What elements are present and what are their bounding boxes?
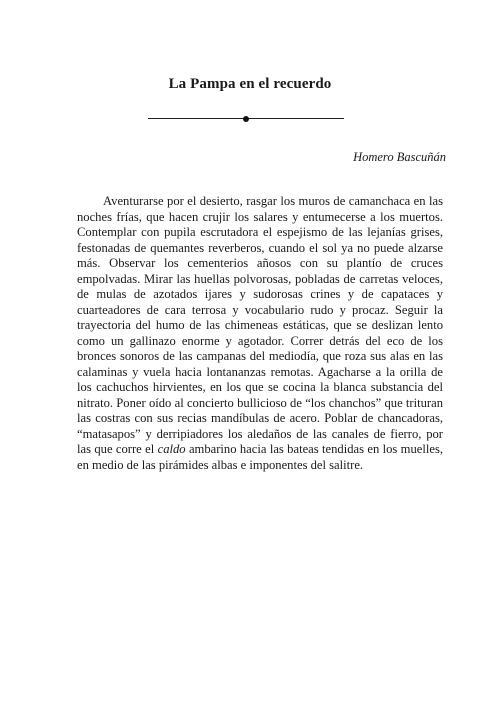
chapter-title: La Pampa en el recuerdo bbox=[168, 76, 332, 92]
body-paragraph bbox=[77, 194, 443, 473]
body-text-part-2: ambarino hacia las bateas tendidas en los muelles, en medio de las pirámides albas e imponentes del salitre. bbox=[77, 442, 443, 472]
body-text-part-1: Aventurarse por el desierto, rasgar los muros de camanchaca en las noches frías, que hacen crujir los salares y entumecerse a los muertos. Contemplar con pupila escrutadora el espejismo de las lejanías grises, festonadas de quemantes reverberos, cuando el sol ya no puede alzarse más. Observar los cementerios añosos con su plantío de cruces empolvadas. Mirar las huellas polvorosas, pobladas de carretas veloces, de mulas de azotados ijares y sudorosas crines y de capataces y cuarteadores de cara terrosa y vocabulario rudo y procaz. Seguir la trayectoria del humo de las chimeneas estáticas, que se deslizan lento como un gallinazo enorme y agotador. Correr detrás del eco de los bronces sonoros de las campanas del mediodía, que roza sus alas en las calaminas y vuela hacia lontananzas remotas. Agacharse a la orilla de los cachuchos hirvientes, en los que se cocina la blanca substancia del nitrato. Poner oído al concierto bullicioso de “los chanchos” que trituran las costras con sus recias mandíbulas de acero. Poblar de chancadoras, “matasapos” y derripiadores los aledaños de las canales de fierro, por las que corre el bbox=[77, 194, 443, 456]
body-italic-word: caldo bbox=[157, 442, 186, 456]
divider-ornament-dot bbox=[243, 116, 249, 122]
author-name: Homero Bascuñán bbox=[353, 150, 446, 164]
